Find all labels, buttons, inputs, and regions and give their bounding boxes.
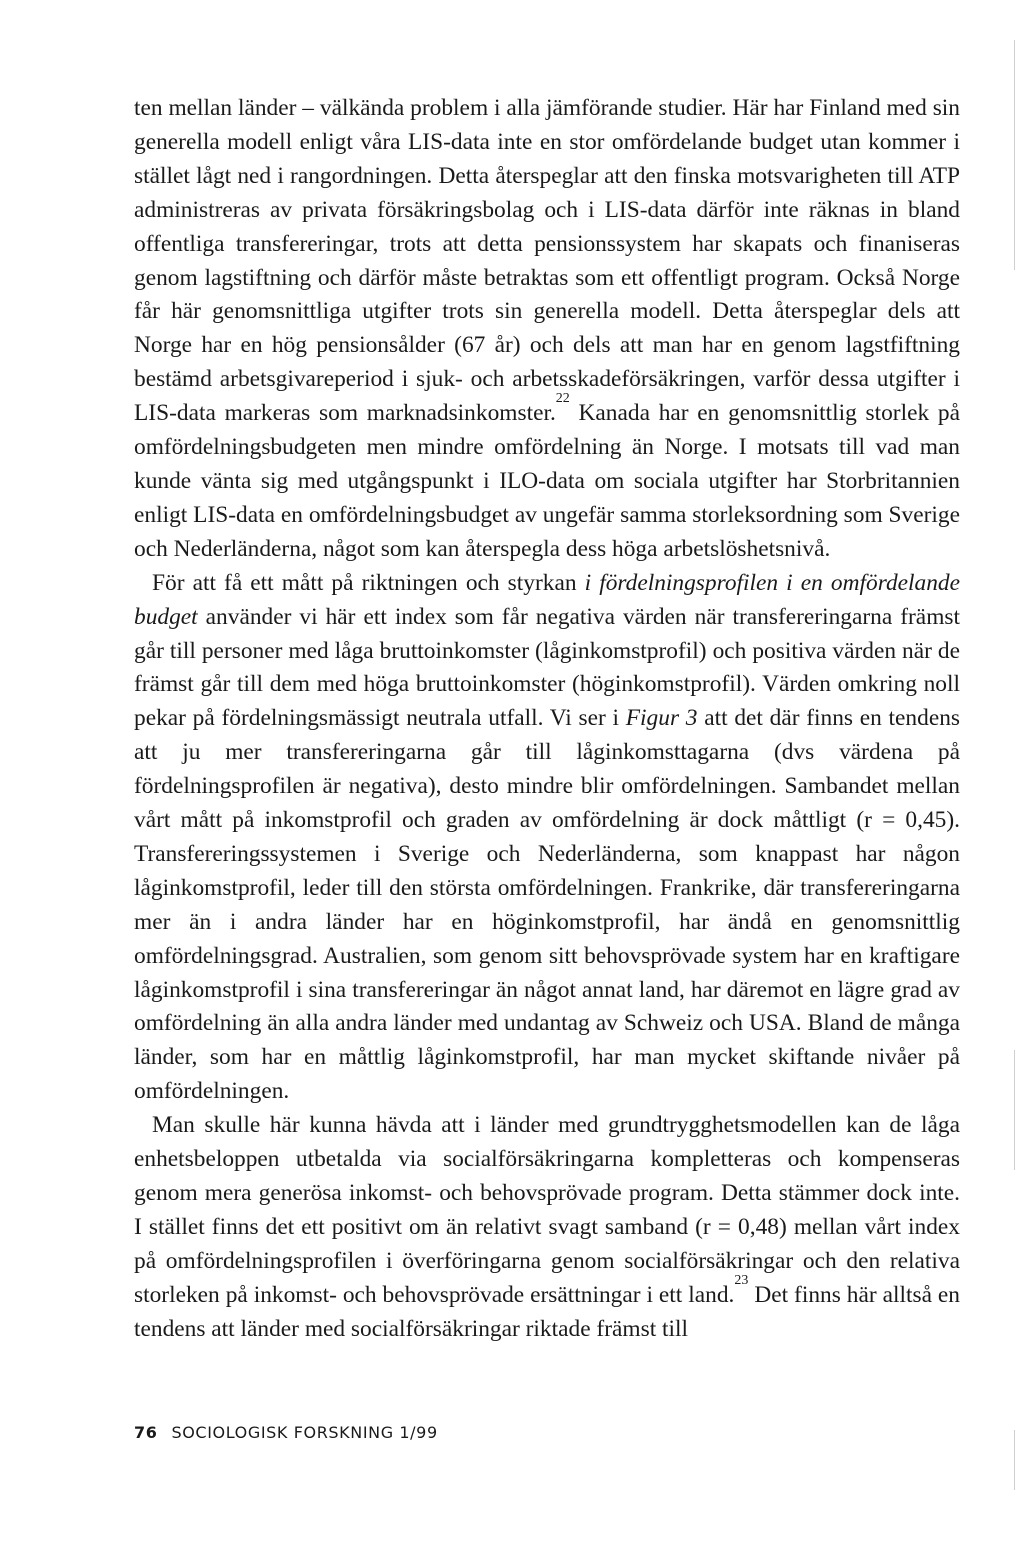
- body-text: [134, 92, 960, 1347]
- text-segment: ten mellan länder – välkända problem i alla jämförande studier. Här har Finland med sin generella modell enligt våra LIS-data inte en stor omfördelande budget utan kommer i stället lågt ned i rangordningen. Detta återspeglar att den finska motsvarigheten till ATP administreras av privata försäkringsbolag och i LIS-data därför inte räknas in bland offentliga transfereringar, trots att detta pensionssystem har skapats och finaniseras genom lagstiftning och därför måste betraktas som ett offentligt program. Också Norge får här genomsnittliga utgifter trots sin generella modell. Detta återspeglar dels att Norge har en hög pensionsålder (67 år) och dels att man har en genom lagstfiftning bestämd arbetsgivareperiod i sjuk- och arbetsskadeförsäkringen, varför dessa utgifter i LIS-data markeras som marknadsinkomster.: [134, 95, 960, 427]
- paragraph-2: [134, 567, 960, 1110]
- paragraph-3: [134, 1109, 960, 1346]
- footnote-ref-23: 23: [734, 1272, 749, 1288]
- scan-edge-line: [1014, 40, 1015, 270]
- journal-name: SOCIOLOGISK FORSKNING 1/99: [171, 1423, 438, 1442]
- figure-reference: Figur 3: [625, 705, 698, 732]
- footnote-ref-22: 22: [555, 391, 570, 407]
- scan-edge-line: [1014, 1430, 1015, 1490]
- page-footer: [134, 1423, 438, 1442]
- page-number: 76: [134, 1423, 158, 1442]
- scan-edge-line: [1014, 1050, 1015, 1170]
- paragraph-1: [134, 92, 960, 567]
- text-segment: Man skulle här kunna hävda att i länder med grundtrygghetsmodellen kan de låga enhetsbeloppen utbetalda via socialförsäkringarna kompletteras och kompenseras genom mera generösa inkomst- och behovsprövade program. Detta stämmer dock inte. I stället finns det ett positivt om än relativt svagt samband (r = 0,48) mellan vårt index på omfördelningsprofilen i överföringarna genom socialförsäkringar och den relativa storleken på inkomst- och behovsprövade ersättningar i ett land.: [134, 1112, 960, 1308]
- text-segment: För att få ett mått på riktningen och styrkan: [152, 569, 585, 596]
- emphasis-term: i fördelningsprofilen i en omfördelande budget: [134, 569, 960, 630]
- text-segment: Kanada har en genomsnittlig storlek på omfördelningsbudgeten men mindre omfördelning än Norge. I motsats till vad man kunde vänta sig med utgångspunkt i ILO-data om sociala utgifter har Storbritannien enligt LIS-data en omfördelningsbudget av ungefär samma storleksordning som Sverige och Nederländerna, något som kan återspegla dess höga arbetslöshetsnivå.: [134, 400, 960, 562]
- text-segment: Det finns här alltså en tendens att länder med socialförsäkringar riktade främst till: [134, 1281, 960, 1342]
- text-segment: att det där finns en tendens att ju mer transfereringarna går till låginkomsttagarna (dvs värdena på fördelningsprofilen är negativa), desto mindre blir omfördelningen. Sambandet mellan vårt mått på inkomstprofil och graden av omfördelning är dock måttligt (r = 0,45). Transfereringssystemen i Sverige och Nederländerna, som knappast har någon låginkomstprofil, leder till den största omfördelningen. Frankrike, där transfereringarna mer än i andra länder har en höginkomstprofil, har ändå en genomsnittlig omfördelningsgrad. Australien, som genom sitt behovsprövade system har en kraftigare låginkomstprofil i sina transfereringar än något annat land, har däremot en lägre grad av omfördelning än alla andra länder med undantag av Schweiz och USA. Bland de många länder, som har en måttlig låginkomstprofil, har man mycket skiftande nivåer på omfördelningen.: [134, 705, 961, 1105]
- text-segment: använder vi här ett index som får negativa värden när transfereringarna främst går till personer med låga bruttoinkomster (låginkomstprofil) och positiva värden när de främst går till dem med höga bruttoinkomster (höginkomstprofil). Värden omkring noll pekar på fördelningsmässigt neutrala utfall. Vi ser i: [134, 603, 960, 732]
